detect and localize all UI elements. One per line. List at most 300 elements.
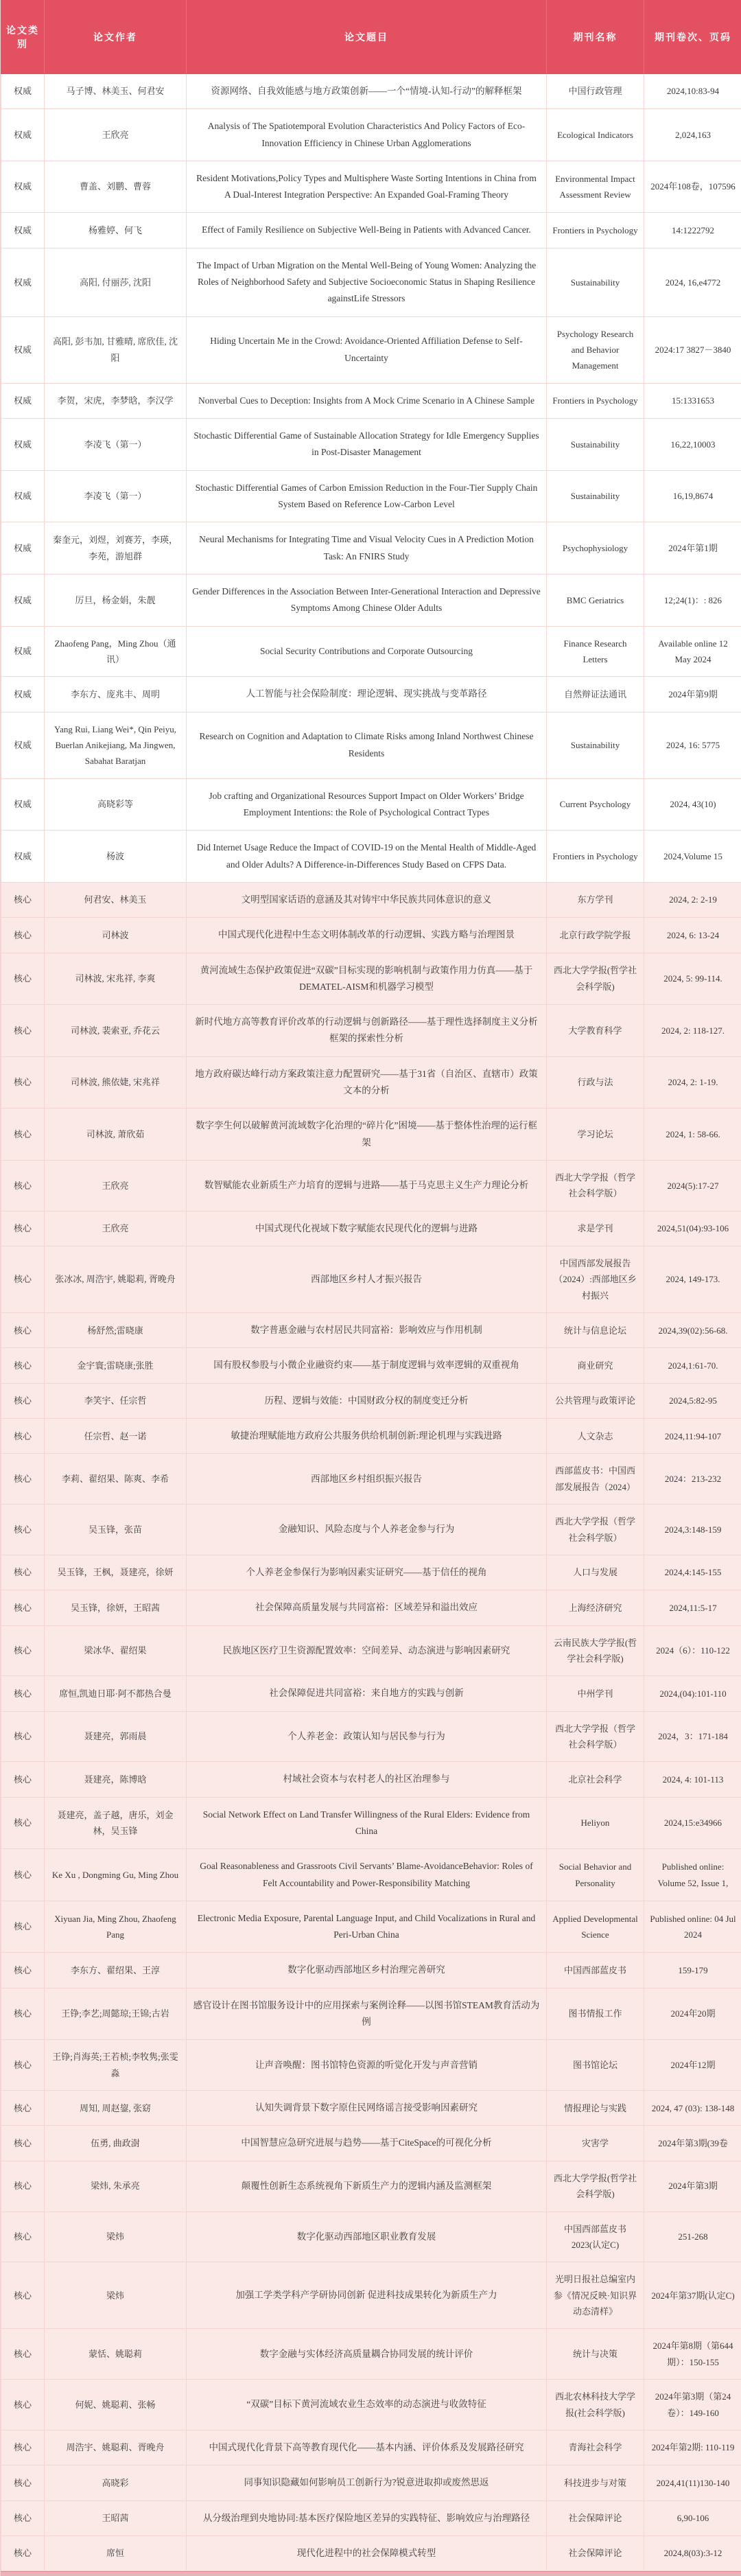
table-row (1, 2040, 741, 2091)
authors-cell: 司林波, 裴索亚, 乔花云 (45, 1005, 187, 1057)
volume-cell: 2024年第2期: 110-119 (644, 2430, 741, 2465)
journal-cell: Psychophysiology (547, 522, 644, 575)
authors-cell: 杨舒然;雷晓康 (45, 1313, 187, 1348)
journal-cell: 商业研究 (547, 1348, 644, 1383)
authors-cell: 伍勇, 曲政澍 (45, 2126, 187, 2161)
authors-cell: 聂建亮，盖子越，唐乐，刘金林，吴玉锋 (45, 1797, 187, 1849)
title-cell: 敏捷治理赋能地方政府公共服务供给机制创新:理论机理与实践进路 (187, 1419, 547, 1454)
journal-cell: BMC Geriatrics (547, 574, 644, 626)
volume-cell: 2024年12期 (644, 2040, 741, 2091)
table-row (1, 2161, 741, 2212)
title-cell: Effect of Family Resilience on Subjective Well-Being in Patients with Advanced Cancer. (187, 213, 547, 248)
authors-cell: 王欣亮 (45, 109, 187, 161)
title-cell: 社会保障高质量发展与共同富裕：区域差异和溢出效应 (187, 1590, 547, 1625)
category-cell: 权威 (1, 522, 45, 575)
journal-cell: 灾害学 (547, 2126, 644, 2161)
journal-cell: 云南民族大学学报(哲学社会科学版) (547, 1625, 644, 1676)
title-cell: 中国式现代化视域下数字赋能农民现代化的逻辑与进路 (187, 1211, 547, 1246)
title-cell: Job crafting and Organizational Resources Support Impact on Older Workers’ Bridge Employment Intentions: the Role of Psychological Contract Types (187, 778, 547, 831)
authors-cell: 李莉、翟绍果、陈爽、李希 (45, 1454, 187, 1505)
table-row (1, 1454, 741, 1505)
category-cell: 核心 (1, 2091, 45, 2126)
volume-cell: 2024年第3期 (644, 2161, 741, 2212)
category-cell: 权威 (1, 831, 45, 883)
title-cell: “双碳”目标下黄河流域农业生态效率的动态演进与收敛特征 (187, 2380, 547, 2430)
category-cell: 权威 (1, 778, 45, 831)
volume-cell: 2024,11:94-107 (644, 1419, 741, 1454)
authors-cell: 秦奎元，刘煜，刘赛芳，李瑛，李苑，游旭群 (45, 522, 187, 575)
authors-cell: 杨波 (45, 831, 187, 883)
category-cell: 权威 (1, 74, 45, 109)
volume-cell: 2024，3：171-184 (644, 1711, 741, 1762)
category-cell: 权威 (1, 213, 45, 248)
authors-cell: 高晓彩等 (45, 778, 187, 831)
volume-cell: 2024,10:83-94 (644, 74, 741, 109)
volume-cell: 2,024,163 (644, 109, 741, 161)
journal-cell: 东方学刊 (547, 882, 644, 917)
authors-cell: 席恒 (45, 2536, 187, 2571)
category-cell: 核心 (1, 1246, 45, 1313)
table-row (1, 2500, 741, 2536)
title-cell: Analysis of The Spatiotemporal Evolution Characteristics And Policy Factors of Eco-Innovation Efficiency in Chinese Urban Agglomerations (187, 109, 547, 161)
volume-cell: 2024,3:148-159 (644, 1505, 741, 1555)
journal-cell: 学习论坛 (547, 1109, 644, 1161)
journal-cell: Sustainability (547, 248, 644, 316)
category-cell: 权威 (1, 316, 45, 383)
title-cell: Resident Motivations,Policy Types and Multisphere Waste Sorting Intentions in China from A Dual-Interest Integration Perspective: An Expanded Goal-Framing Theory (187, 161, 547, 213)
journal-cell: 西北大学学报（哲学社会科学版） (547, 1505, 644, 1555)
table-bottom-edge (1, 2571, 741, 2576)
volume-cell: 2024年20期 (644, 1988, 741, 2040)
title-cell: 数字普惠金融与农村居民共同富裕：影响效应与作用机制 (187, 1313, 547, 1348)
category-cell: 核心 (1, 2430, 45, 2465)
journal-cell: Finance Research Letters (547, 626, 644, 677)
authors-cell: 梁炜, 朱承亮 (45, 2161, 187, 2212)
table-row (1, 383, 741, 418)
authors-cell: Yang Rui, Liang Wei*, Qin Peiyu, Buerlan Anikejiang, Ma Jingwen, Sabahat Baratjan (45, 712, 187, 778)
volume-cell: 2024, 5: 99-114. (644, 953, 741, 1005)
category-cell: 核心 (1, 2262, 45, 2329)
volume-cell: 16,22,10003 (644, 419, 741, 471)
journal-cell: Frontiers in Psychology (547, 831, 644, 883)
category-cell: 核心 (1, 1419, 45, 1454)
category-cell: 权威 (1, 248, 45, 316)
category-cell: 核心 (1, 1590, 45, 1625)
journal-cell: 情报理论与实践 (547, 2091, 644, 2126)
title-cell: 数智赋能农业新质生产力培育的逻辑与进路——基于马克思主义生产力理论分析 (187, 1160, 547, 1211)
table-row (1, 1711, 741, 1762)
journal-cell: 西北大学学报(哲学社会科学版) (547, 953, 644, 1005)
category-cell: 核心 (1, 2212, 45, 2262)
journal-cell: Frontiers in Psychology (547, 213, 644, 248)
table-row (1, 1676, 741, 1711)
table-row (1, 1505, 741, 1555)
volume-cell: 2024年第1期 (644, 522, 741, 575)
table-row (1, 778, 741, 831)
publications-table (1, 0, 741, 2571)
category-cell: 核心 (1, 1454, 45, 1505)
title-cell: 中国式现代化背景下高等教育现代化——基本内涵、评价体系及发展路径研究 (187, 2430, 547, 2465)
journal-cell: Sustainability (547, 470, 644, 522)
category-cell: 核心 (1, 1211, 45, 1246)
title-cell: 西部地区乡村人才振兴报告 (187, 1246, 547, 1313)
journal-cell: 西北大学学报(哲学社会科学版) (547, 2161, 644, 2212)
volume-cell: 2024年第9期 (644, 677, 741, 712)
table-row (1, 1953, 741, 1988)
table-row (1, 918, 741, 953)
title-cell: 数字金融与实体经济高质量耦合协同发展的统计评价 (187, 2329, 547, 2380)
title-cell: The Impact of Urban Migration on the Mental Well-Being of Young Women: Analyzing the Roles of Neighborhood Safety and Subjective Socioeconomic Status in Shaping Resilience againstLife Stressors (187, 248, 547, 316)
category-cell: 权威 (1, 626, 45, 677)
journal-cell: 图书情报工作 (547, 1988, 644, 2040)
volume-cell: 2024,8(03):3-12 (644, 2536, 741, 2571)
category-cell: 权威 (1, 712, 45, 778)
volume-cell: Published online: Volume 52, Issue 1, (644, 1849, 741, 1901)
journal-cell: 图书馆论坛 (547, 2040, 644, 2091)
category-cell: 核心 (1, 1676, 45, 1711)
title-cell: 从分级治理到央地协同:基本医疗保险地区差异的实践特征、影响效应与治理路径 (187, 2500, 547, 2536)
volume-cell: 159-179 (644, 1953, 741, 1988)
title-cell: 民族地区医疗卫生资源配置效率：空间差异、动态演进与影响因素研究 (187, 1625, 547, 1676)
journal-cell: 中州学刊 (547, 1676, 644, 1711)
table-row (1, 2465, 741, 2500)
authors-cell: 李凌飞（第一） (45, 470, 187, 522)
volume-cell: 2024,5:82-95 (644, 1383, 741, 1418)
title-cell: Stochastic Differential Games of Carbon Emission Reduction in the Four-Tier Supply Chain System Based on Reference Low-Carbon Level (187, 470, 547, 522)
category-cell: 核心 (1, 1056, 45, 1109)
journal-cell: 统计与决策 (547, 2329, 644, 2380)
title-cell: 西部地区乡村组织振兴报告 (187, 1454, 547, 1505)
table-header (1, 1, 741, 74)
table-row (1, 574, 741, 626)
table-row (1, 2091, 741, 2126)
category-cell: 核心 (1, 1348, 45, 1383)
title-cell: Did Internet Usage Reduce the Impact of COVID-19 on the Mental Health of Middle-Aged and Older Adults? A Difference-in-Differences Study Based on CFPS Data. (187, 831, 547, 883)
journal-cell: 北京行政学院学报 (547, 918, 644, 953)
journal-cell: 大学教育科学 (547, 1005, 644, 1057)
journal-cell: 社会保障评论 (547, 2536, 644, 2571)
table-row (1, 316, 741, 383)
category-cell: 核心 (1, 1383, 45, 1418)
table-row (1, 1625, 741, 1676)
authors-cell: 司林波, 萧欣茹 (45, 1109, 187, 1161)
title-cell: 国有股权参股与小微企业融资约束——基于制度逻辑与效率逻辑的双重视角 (187, 1348, 547, 1383)
volume-cell: 2024（6）：110-122 (644, 1625, 741, 1676)
journal-cell: Applied Developmental Science (547, 1901, 644, 1953)
category-cell: 权威 (1, 677, 45, 712)
volume-cell: 2024, 2: 1-19. (644, 1056, 741, 1109)
table-row (1, 109, 741, 161)
category-cell: 权威 (1, 419, 45, 471)
volume-cell: 2024, 1: 58-66. (644, 1109, 741, 1161)
authors-cell: 马子博、林美玉、何君安 (45, 74, 187, 109)
title-cell: 金融知识、风险态度与个人养老金参与行为 (187, 1505, 547, 1555)
volume-cell: 2024,11:5-17 (644, 1590, 741, 1625)
journal-cell: Current Psychology (547, 778, 644, 831)
volume-cell: 2024, 149-173. (644, 1246, 741, 1313)
category-cell: 核心 (1, 1313, 45, 1348)
title-cell: Hiding Uncertain Me in the Crowd: Avoidance-Oriented Affiliation Defense to Self-Uncertainty (187, 316, 547, 383)
title-cell: 地方政府碳达峰行动方案政策注意力配置研究——基于31省（自治区、直辖市）政策文本的分析 (187, 1056, 547, 1109)
title-cell: 颠覆性创新生态系统视角下新质生产力的逻辑内涵及监测框架 (187, 2161, 547, 2212)
journal-cell: 科技进步与对策 (547, 2465, 644, 2500)
table-row (1, 1849, 741, 1901)
journal-cell: 西北大学学报（哲学社会科学版） (547, 1160, 644, 1211)
authors-cell: 何君安、林美玉 (45, 882, 187, 917)
title-cell: 个人养老金参保行为影响因素实证研究——基于信任的视角 (187, 1555, 547, 1590)
volume-cell: 2024, 16: 5775 (644, 712, 741, 778)
header-title: 论文题目 (187, 1, 547, 74)
authors-cell: Xiyuan Jia, Ming Zhou, Zhaofeng Pang (45, 1901, 187, 1953)
title-cell: Stochastic Differential Game of Sustainable Allocation Strategy for Idle Emergency Supplies in Post-Disaster Management (187, 419, 547, 471)
category-cell: 核心 (1, 918, 45, 953)
table-row (1, 1901, 741, 1953)
table-row (1, 1348, 741, 1383)
title-cell: 文明型国家话语的意涵及其对铸牢中华民族共同体意识的意义 (187, 882, 547, 917)
category-cell: 核心 (1, 1625, 45, 1676)
title-cell: 个人养老金：政策认知与居民参与行为 (187, 1711, 547, 1762)
table-row (1, 1383, 741, 1418)
title-cell: 数字化驱动西部地区职业教育发展 (187, 2212, 547, 2262)
title-cell: 资源网络、自我效能感与地方政策创新——一个“情境-认知-行动”的解释框架 (187, 74, 547, 109)
authors-cell: 司林波, 宋兆祥, 李爽 (45, 953, 187, 1005)
volume-cell: 12;24(1)：: 826 (644, 574, 741, 626)
journal-cell: 中国西部发展报告（2024）:西部地区乡村振兴 (547, 1246, 644, 1313)
title-cell: Social Security Contributions and Corporate Outsourcing (187, 626, 547, 677)
authors-cell: 王昭茜 (45, 2500, 187, 2536)
table-row (1, 882, 741, 917)
title-cell: Nonverbal Cues to Deception: Insights from A Mock Crime Scenario in A Chinese Sample (187, 383, 547, 418)
volume-cell: 2024年第8期（第644期）：150-155 (644, 2329, 741, 2380)
journal-cell: 西北农林科技大学学报(社会科学版) (547, 2380, 644, 2430)
header-journal: 期刊名称 (547, 1, 644, 74)
table-row (1, 1555, 741, 1590)
journal-cell: 中国行政管理 (547, 74, 644, 109)
volume-cell: Available online 12 May 2024 (644, 626, 741, 677)
volume-cell: 2024,51(04):93-106 (644, 1211, 741, 1246)
journal-cell: Environmental Impact Assessment Review (547, 161, 644, 213)
category-cell: 核心 (1, 2040, 45, 2091)
category-cell: 核心 (1, 1797, 45, 1849)
category-cell: 核心 (1, 1555, 45, 1590)
volume-cell: 2024,15:e34966 (644, 1797, 741, 1849)
authors-cell: 李东方、翟绍果、王淳 (45, 1953, 187, 1988)
table-row (1, 1109, 741, 1161)
volume-cell: 2024, 47 (03): 138-148 (644, 2091, 741, 2126)
authors-cell: 厉旦，杨金娟，朱靓 (45, 574, 187, 626)
title-cell: 认知失调背景下数字原住民网络谣言接受影响因素研究 (187, 2091, 547, 2126)
category-cell: 核心 (1, 2380, 45, 2430)
volume-cell: 2024,Volume 15 (644, 831, 741, 883)
table-body (1, 74, 741, 2571)
title-cell: Social Network Effect on Land Transfer Willingness of the Rural Elders: Evidence from China (187, 1797, 547, 1849)
authors-cell: 王欣亮 (45, 1211, 187, 1246)
category-cell: 权威 (1, 470, 45, 522)
category-cell: 核心 (1, 953, 45, 1005)
volume-cell: 2024,1:61-70. (644, 1348, 741, 1383)
volume-cell: 2024,(04):101-110 (644, 1676, 741, 1711)
authors-cell: 周知, 周赵鋆, 张窈 (45, 2091, 187, 2126)
volume-cell: 14:1222792 (644, 213, 741, 248)
authors-cell: 张冰冰, 周浩宇, 姚聪莉, 胥晚舟 (45, 1246, 187, 1313)
authors-cell: 吴玉锋，王枫，聂建亮，徐妍 (45, 1555, 187, 1590)
title-cell: Research on Cognition and Adaptation to Climate Risks among Inland Northwest Chinese Residents (187, 712, 547, 778)
category-cell: 核心 (1, 2126, 45, 2161)
category-cell: 权威 (1, 109, 45, 161)
journal-cell: Sustainability (547, 419, 644, 471)
journal-cell: 自然辩证法通讯 (547, 677, 644, 712)
journal-cell: Heliyon (547, 1797, 644, 1849)
volume-cell: 2024年108卷，107596 (644, 161, 741, 213)
journal-cell: Social Behavior and Personality (547, 1849, 644, 1901)
header-authors: 论文作者 (45, 1, 187, 74)
table-row (1, 626, 741, 677)
authors-cell: 高阳, 付丽莎, 沈阳 (45, 248, 187, 316)
category-cell: 核心 (1, 1953, 45, 1988)
table-row (1, 161, 741, 213)
authors-cell: 王欣亮 (45, 1160, 187, 1211)
authors-cell: 司林波, 熊依婕, 宋兆祥 (45, 1056, 187, 1109)
title-cell: 社会保障促进共同富裕：来自地方的实践与创新 (187, 1676, 547, 1711)
authors-cell: Ke Xu , Dongming Gu, Ming Zhou (45, 1849, 187, 1901)
table-row (1, 1797, 741, 1849)
volume-cell: 6,90-106 (644, 2500, 741, 2536)
title-cell: Neural Mechanisms for Integrating Time and Visual Velocity Cues in A Prediction Motion Task: An FNIRS Study (187, 522, 547, 575)
table-row (1, 953, 741, 1005)
table-row (1, 2126, 741, 2161)
table-row (1, 2430, 741, 2465)
authors-cell: 席恒,凯迪日耶·阿不都热合曼 (45, 1676, 187, 1711)
table-row (1, 2212, 741, 2262)
category-cell: 核心 (1, 1988, 45, 2040)
table-row (1, 1211, 741, 1246)
category-cell: 核心 (1, 2329, 45, 2380)
table-row (1, 1160, 741, 1211)
table-row (1, 470, 741, 522)
journal-cell: 行政与法 (547, 1056, 644, 1109)
authors-cell: 何妮、姚聪莉、张畅 (45, 2380, 187, 2430)
table-row (1, 1005, 741, 1057)
table-row (1, 1762, 741, 1797)
journal-cell: 社会保障评论 (547, 2500, 644, 2536)
category-cell: 核心 (1, 1505, 45, 1555)
volume-cell: 2024, 6: 13-24 (644, 918, 741, 953)
title-cell: 感官设计在图书馆服务设计中的应用探索与案例诠释——以图书馆STEAM教育活动为例 (187, 1988, 547, 2040)
journal-cell: 公共管理与政策评论 (547, 1383, 644, 1418)
authors-cell: 高阳, 彭韦加, 甘雅晴, 席欣佳, 沈阳 (45, 316, 187, 383)
volume-cell: 251-268 (644, 2212, 741, 2262)
category-cell: 权威 (1, 383, 45, 418)
volume-cell: Published online: 04 Jul 2024 (644, 1901, 741, 1953)
category-cell: 核心 (1, 2500, 45, 2536)
table-row (1, 2329, 741, 2380)
table-row (1, 712, 741, 778)
authors-cell: 聂建亮，郭雨晨 (45, 1711, 187, 1762)
volume-cell: 2024年第3期(39卷 (644, 2126, 741, 2161)
table-row (1, 74, 741, 109)
table-row (1, 1313, 741, 1348)
volume-cell: 2024,39(02):56-68. (644, 1313, 741, 1348)
authors-cell: 李凌飞（第一） (45, 419, 187, 471)
title-cell: 新时代地方高等教育评价改革的行动逻辑与创新路径——基于理性选择制度主义分析框架的探索性分析 (187, 1005, 547, 1057)
header-category: 论文类别 (1, 1, 45, 74)
volume-cell: 2024(5):17-27 (644, 1160, 741, 1211)
authors-cell: 梁冰华、翟绍果 (45, 1625, 187, 1676)
authors-cell: 金宇寰;雷晓康;张胜 (45, 1348, 187, 1383)
journal-cell: 上海经济研究 (547, 1590, 644, 1625)
header-volume: 期刊卷次、页码 (644, 1, 741, 74)
category-cell: 核心 (1, 2536, 45, 2571)
table-row (1, 2380, 741, 2430)
authors-cell: 梁炜 (45, 2262, 187, 2329)
authors-cell: 周浩宇、姚聪莉、胥晚舟 (45, 2430, 187, 2465)
category-cell: 核心 (1, 1109, 45, 1161)
title-cell: Electronic Media Exposure, Parental Language Input, and Child Vocalizations in Rural and Peri-Urban China (187, 1901, 547, 1953)
journal-cell: 中国西部蓝皮书 (547, 1953, 644, 1988)
journal-cell: 人口与发展 (547, 1555, 644, 1590)
journal-cell: 西部蓝皮书：中国西部发展报告（2024） (547, 1454, 644, 1505)
authors-cell: 李笑宇、任宗哲 (45, 1383, 187, 1418)
volume-cell: 2024, 2: 2-19 (644, 882, 741, 917)
volume-cell: 2024年第37期(认定C) (644, 2262, 741, 2329)
authors-cell: 聂建亮，陈博晗 (45, 1762, 187, 1797)
volume-cell: 2024:17 3827－3840 (644, 316, 741, 383)
category-cell: 核心 (1, 882, 45, 917)
category-cell: 核心 (1, 1005, 45, 1057)
table-row (1, 1590, 741, 1625)
table-row (1, 1988, 741, 2040)
title-cell: 数字化驱动西部地区乡村治理完善研究 (187, 1953, 547, 1988)
journal-cell: 青海社会科学 (547, 2430, 644, 2465)
title-cell: 同事知识隐藏如何影响员工创新行为?锐意进取抑或废然思返 (187, 2465, 547, 2500)
category-cell: 核心 (1, 2465, 45, 2500)
volume-cell: 2024, 4: 101-113 (644, 1762, 741, 1797)
journal-cell: Frontiers in Psychology (547, 383, 644, 418)
journal-cell: 中国西部蓝皮书2023(认定C) (547, 2212, 644, 2262)
title-cell: 黄河流域生态保护政策促进“双碳”目标实现的影响机制与政策作用力仿真——基于DEMATEL-AISM和机器学习模型 (187, 953, 547, 1005)
authors-cell: 李贺，宋虎，李梦晗，李汉学 (45, 383, 187, 418)
title-cell: 中国智慧应急研究进展与趋势——基于CiteSpace的可视化分析 (187, 2126, 547, 2161)
authors-cell: 任宗哲、赵一诺 (45, 1419, 187, 1454)
category-cell: 核心 (1, 1901, 45, 1953)
category-cell: 核心 (1, 2161, 45, 2212)
title-cell: 历程、逻辑与效能：中国财政分权的制度变迁分析 (187, 1383, 547, 1418)
category-cell: 核心 (1, 1849, 45, 1901)
table-row (1, 213, 741, 248)
title-cell: 中国式现代化进程中生态文明体制改革的行动逻辑、实践方略与治理图景 (187, 918, 547, 953)
title-cell: 数字孪生何以破解黄河流域数字化治理的“碎片化”困境——基于整体性治理的运行框架 (187, 1109, 547, 1161)
volume-cell: 2024,41(11)130-140 (644, 2465, 741, 2500)
title-cell: Gender Differences in the Association Between Inter-Generational Interaction and Depressive Symptoms Among Chinese Older Adults (187, 574, 547, 626)
journal-cell: Sustainability (547, 712, 644, 778)
volume-cell: 2024, 43(10) (644, 778, 741, 831)
table-row (1, 2262, 741, 2329)
table-row (1, 1246, 741, 1313)
journal-cell: 统计与信息论坛 (547, 1313, 644, 1348)
table-row (1, 831, 741, 883)
table-row (1, 1056, 741, 1109)
category-cell: 核心 (1, 1762, 45, 1797)
journal-cell: Ecological Indicators (547, 109, 644, 161)
volume-cell: 2024：213-232 (644, 1454, 741, 1505)
table-row (1, 1419, 741, 1454)
authors-cell: 高晓彩 (45, 2465, 187, 2500)
category-cell: 权威 (1, 574, 45, 626)
table-row (1, 248, 741, 316)
authors-cell: 李东方、庞兆丰、周明 (45, 677, 187, 712)
table-row (1, 2536, 741, 2571)
journal-cell: Psychology Research and Behavior Management (547, 316, 644, 383)
